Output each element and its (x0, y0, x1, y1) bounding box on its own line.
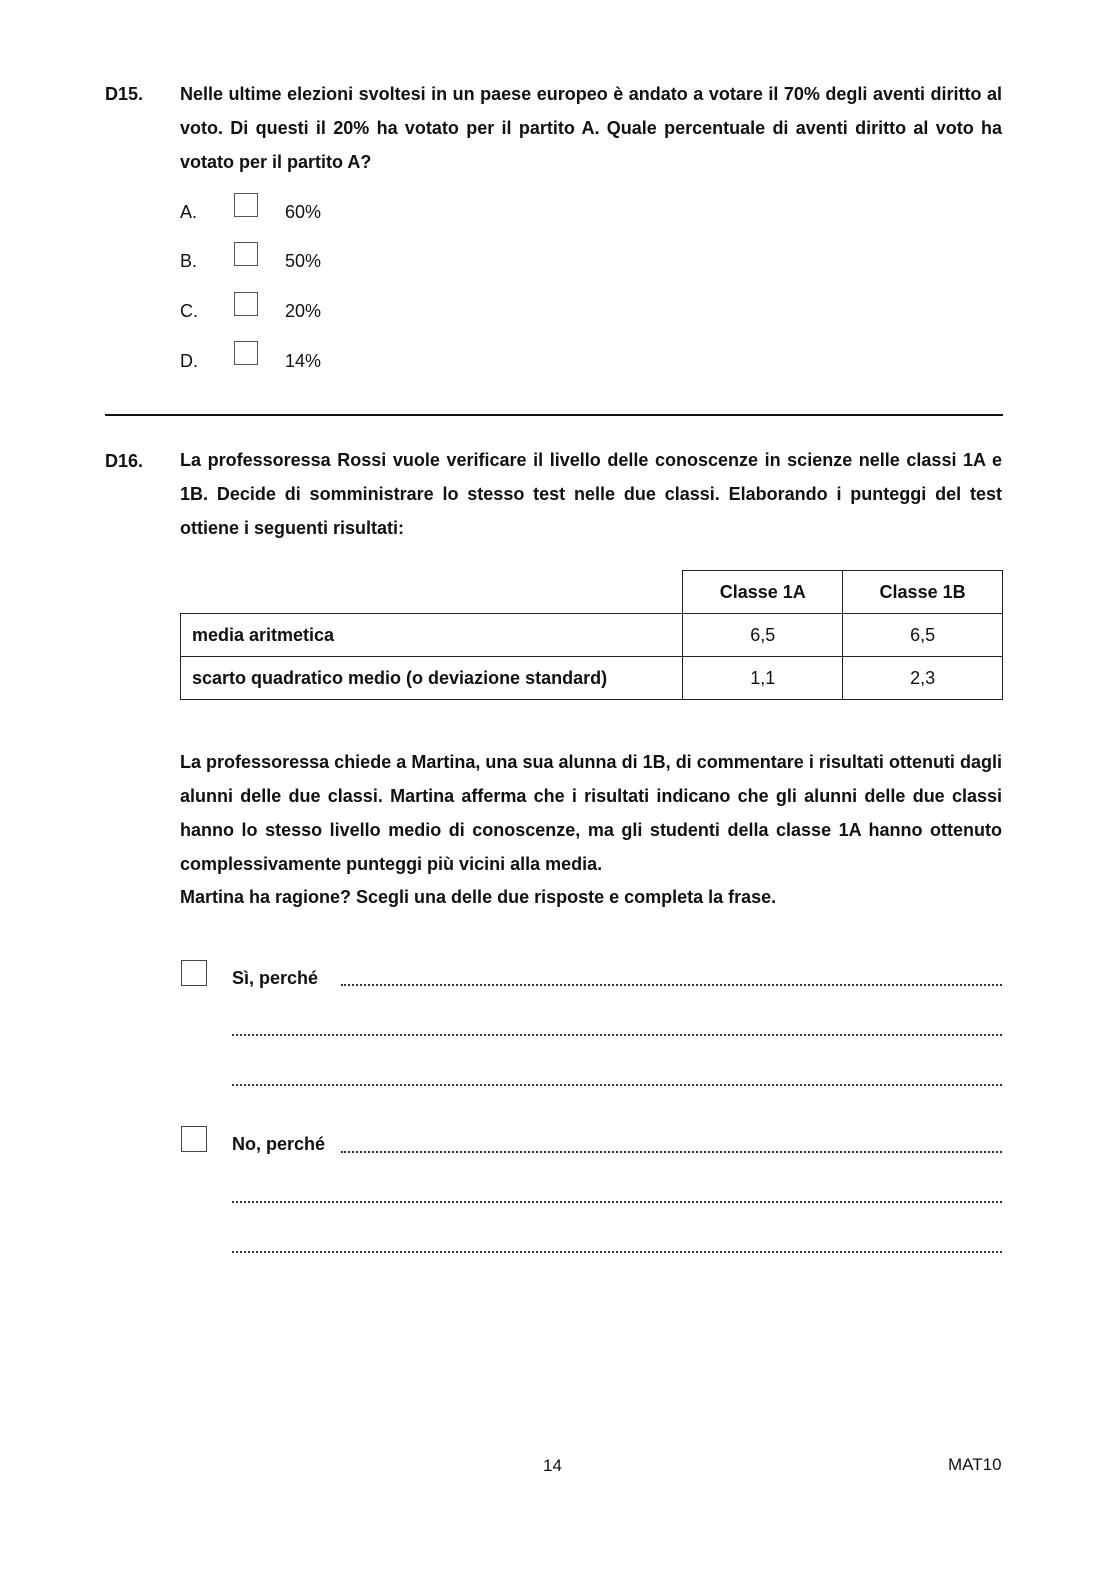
table-cell: 6,5 (843, 614, 1003, 657)
option-b-checkbox[interactable] (234, 242, 258, 266)
question-prompt: Martina ha ragione? Scegli una delle due risposte e completa la frase. (180, 887, 777, 907)
question-number: D16. (105, 451, 144, 471)
option-value: 14% (285, 351, 322, 371)
answer-line[interactable] (232, 1201, 1002, 1203)
yes-checkbox[interactable] (181, 960, 207, 986)
table-cell: 2,3 (843, 657, 1003, 700)
question-number: D15. (105, 84, 144, 104)
column-header: Classe 1B (843, 571, 1003, 614)
results-table (180, 570, 1003, 700)
answer-line[interactable] (341, 984, 1002, 986)
option-a-checkbox[interactable] (234, 193, 258, 217)
answer-line[interactable] (341, 1151, 1002, 1153)
option-value: 20% (285, 301, 322, 321)
answer-line[interactable] (232, 1251, 1002, 1253)
no-label: No, perché (232, 1134, 326, 1154)
section-divider (105, 414, 1003, 416)
table-row (181, 657, 1003, 700)
option-letter: D. (180, 351, 198, 371)
table-row (181, 614, 1003, 657)
option-value: 50% (285, 251, 322, 271)
document-code: MAT10 (948, 1455, 1002, 1474)
question-body: La professoressa chiede a Martina, una sua alunna di 1B, di commentare i risultati ottenuti dagli alunni delle due classi. Martina afferma che i risultati indicano che gli alunni delle due classi hanno lo stesso livello medio di conoscenze, ma gli studenti della classe 1A hanno ottenuto complessivamente punteggi più vicini alla media. (180, 752, 1002, 874)
answer-line[interactable] (232, 1084, 1002, 1086)
column-header: Classe 1A (683, 571, 843, 614)
option-value: 60% (285, 202, 322, 222)
no-checkbox[interactable] (181, 1126, 207, 1152)
option-letter: A. (180, 202, 198, 222)
option-c-checkbox[interactable] (234, 292, 258, 316)
page-number: 14 (543, 1456, 562, 1475)
question-intro: La professoressa Rossi vuole verificare il livello delle conoscenze in scienze nelle classi 1A e 1B. Decide di somministrare lo stesso test nelle due classi. Elaborando i punteggi del test ottiene i seguenti risultati: (180, 450, 1002, 538)
row-label: media aritmetica (181, 614, 683, 657)
option-letter: C. (180, 301, 198, 321)
option-letter: B. (180, 251, 198, 271)
table-cell: 1,1 (683, 657, 843, 700)
table-cell: 6,5 (683, 614, 843, 657)
option-d-checkbox[interactable] (234, 341, 258, 365)
answer-line[interactable] (232, 1034, 1002, 1036)
question-text: Nelle ultime elezioni svoltesi in un paese europeo è andato a votare il 70% degli aventi diritto al voto. Di questi il 20% ha votato per il partito A. Quale percentuale di aventi diritto al voto ha votato per il partito A? (180, 84, 1002, 172)
table-header-row (181, 571, 1003, 614)
yes-label: Sì, perché (232, 968, 319, 988)
row-label: scarto quadratico medio (o deviazione standard) (181, 657, 683, 700)
